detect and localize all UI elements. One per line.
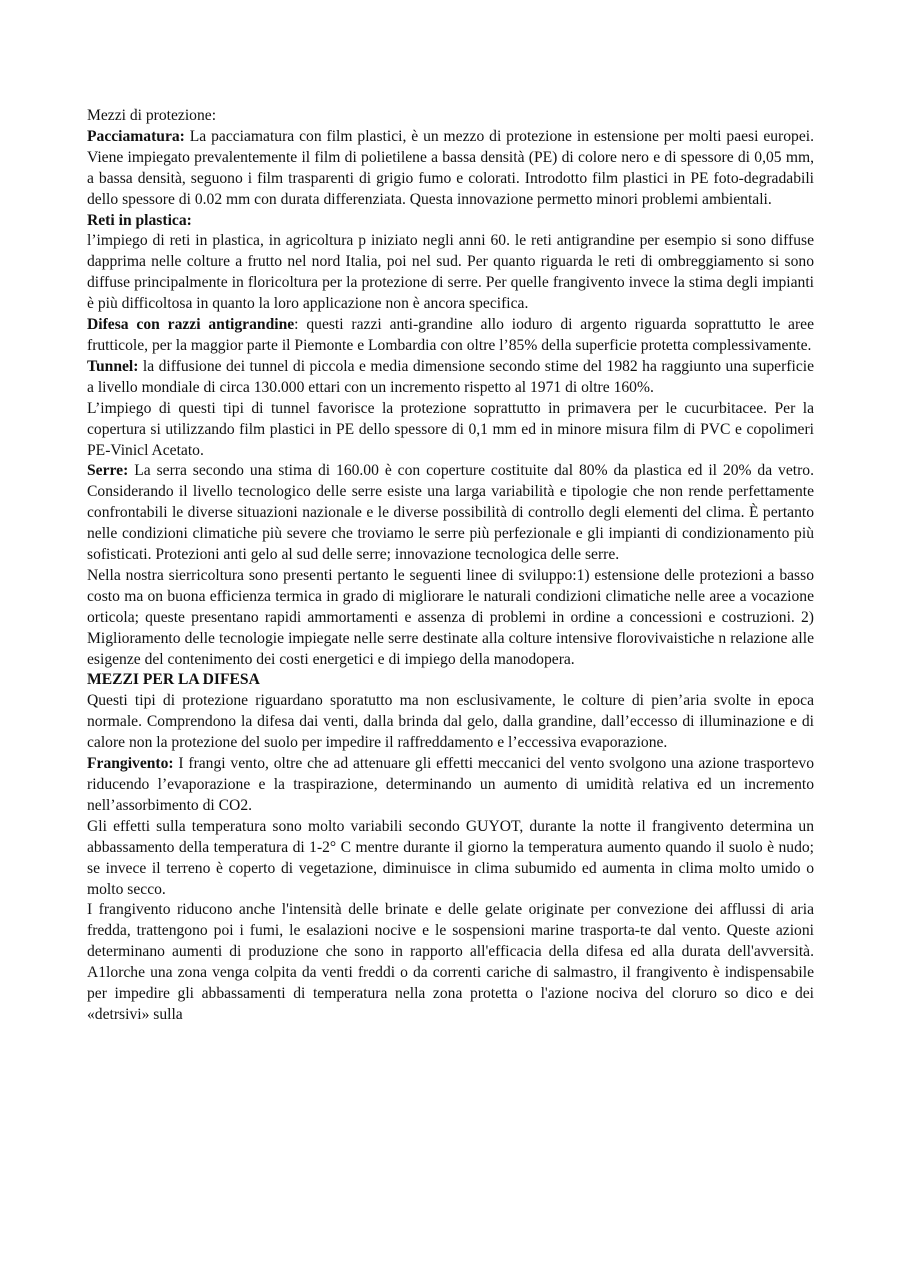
paragraph-serre	[87, 461, 814, 566]
label-frangivento: Frangivento:	[87, 755, 174, 773]
paragraph-frangivento	[87, 754, 814, 817]
paragraph-frangivento-3: I frangivento riducono anche l'intensità delle brinate e delle gelate originate per convezione dei afflussi di aria fredda, trattengono poi i fumi, le esalazioni nocive e le sospensioni marine trasporta-te dal vento. Queste azioni determinano aumenti di produzione che sono in rapporto all'efficacia della difesa ed alla durata dell'avversità. A1lorche una zona venga colpita da venti freddi o da correnti cariche di salmastro, il frangivento è indispensabile per impedire gli abbassamenti di temperatura nella zona protetta o l'azione nociva del cloruro so dico e dei «detrsivi» sulla	[87, 901, 814, 1023]
text-tunnel: la diffusione dei tunnel di piccola e media dimensione secondo stime del 1982 ha raggiunto una superficie a livello mondiale di circa 130.000 ettari con un incremento rispetto al 1971 di oltre 160%.	[87, 357, 814, 396]
paragraph-difesa: Questi tipi di protezione riguardano sporatutto ma non esclusivamente, le colture di pien’aria svolte in epoca normale. Comprendono la difesa dai venti, dalla brinda dal gelo, dalla grandine, dall’eccesso di illuminazione e di calore non la protezione del suolo per impedire il raffreddamento e l’eccessiva evaporazione.	[87, 692, 814, 752]
section-intro: Mezzi di protezione:	[87, 107, 217, 124]
text-razzi: : questi razzi anti-grandine allo ioduro di argento riguarda soprattutto le aree frutticole, per la maggior parte il Piemonte e Lombardia con oltre l’85% della superficie protetta complessivamente.	[87, 316, 814, 354]
label-pacciamatura: Pacciamatura:	[87, 127, 185, 145]
paragraph-serre-2: Nella nostra sierricoltura sono presenti pertanto le seguenti linee di sviluppo:1) estensione delle protezioni a basso costo ma on buona efficienza termica in grado di migliorare le naturali condizioni climatiche nelle aree a vocazione orticola; queste presentano rapidi ammortamenti e assenza di problemi in ordine a concessioni e costruzioni. 2) Miglioramento delle tecnologie impiegate nelle serre destinate alla colture intensive florovivaistiche n relazione alle esigenze del contenimento dei costi energetici e di impiego della manodopera.	[87, 566, 814, 668]
paragraph-pacciamatura	[87, 127, 814, 211]
paragraph-reti: l’impiego di reti in plastica, in agricoltura p iniziato negli anni 60. le reti antigrandine per esempio si sono diffuse dapprima nelle colture a frutto nel nord Italia, poi nel sud. Per quanto riguarda le reti di ombreggiamento si sono diffuse principalmente in floricoltura per la protezione di serre. Per quelle frangivento invece la stima degli impianti è più difficoltosa in quanto la loro applicazione non è ancora specifica.	[87, 232, 814, 313]
text-frangivento: I frangi vento, oltre che ad attenuare gli effetti meccanici del vento svolgono una azione trasportevo riducendo l’evaporazione e la traspirazione, determinando un aumento di umidità relativa ed un incremento nell’assorbimento di CO2.	[87, 755, 814, 814]
text-serre: La serra secondo una stima di 160.00 è con coperture costituite dal 80% da plastica ed il 20% da vetro. Considerando il livello tecnologico delle serre esiste una larga variabilità e tipologie che non rende perfettamente confrontabili le diverse situazioni nazionale e le diverse possibilità di controllo degli elementi del clima. È pertanto nelle condizioni climatiche più severe che troviamo le serre più perfezionale e gli impianti di condizionamento più sofisticati. Protezioni anti gelo al sud delle serre; innovazione tecnologica delle serre.	[87, 462, 814, 564]
paragraph-razzi	[87, 315, 814, 357]
paragraph-tunnel-2: L’impiego di questi tipi di tunnel favorisce la protezione soprattutto in primavera per le cucurbitacee. Per la copertura si utilizzando film plastici in PE dello spessore di 0,1 mm ed in minore misura film di PVC e copolimeri PE-Vinicl Acetato.	[87, 399, 814, 459]
paragraph-tunnel	[87, 357, 814, 399]
label-serre: Serre:	[87, 462, 129, 480]
label-tunnel: Tunnel:	[87, 357, 139, 375]
paragraph-frangivento-2: Gli effetti sulla temperatura sono molto variabili secondo GUYOT, durante la notte il frangivento determina un abbassamento della temperatura di 1-2° C mentre durante il giorno la temperatura aumento quando il suolo è nudo; se invece il terreno è coperto di vegetazione, diminuisce in clima subumido ed aumenta in clima molto umido o molto secco.	[87, 817, 814, 898]
document-page	[87, 106, 814, 1026]
heading-reti: Reti in plastica:	[87, 211, 192, 229]
heading-mezzi-difesa: MEZZI PER LA DIFESA	[87, 671, 260, 689]
label-razzi: Difesa con razzi antigrandine	[87, 316, 295, 334]
text-pacciamatura: La pacciamatura con film plastici, è un mezzo di protezione in estensione per molti paesi europei. Viene impiegato prevalentemente il film di polietilene a bassa densità (PE) di colore nero e di spessore di 0,05 mm, a bassa densità, seguono i film trasparenti di grigio fumo e colorati. Introdotto film plastici in PE foto-degradabili dello spessore di 0.02 mm con durata differenziata. Questa innovazione permetto minori problemi ambientali.	[87, 127, 814, 208]
